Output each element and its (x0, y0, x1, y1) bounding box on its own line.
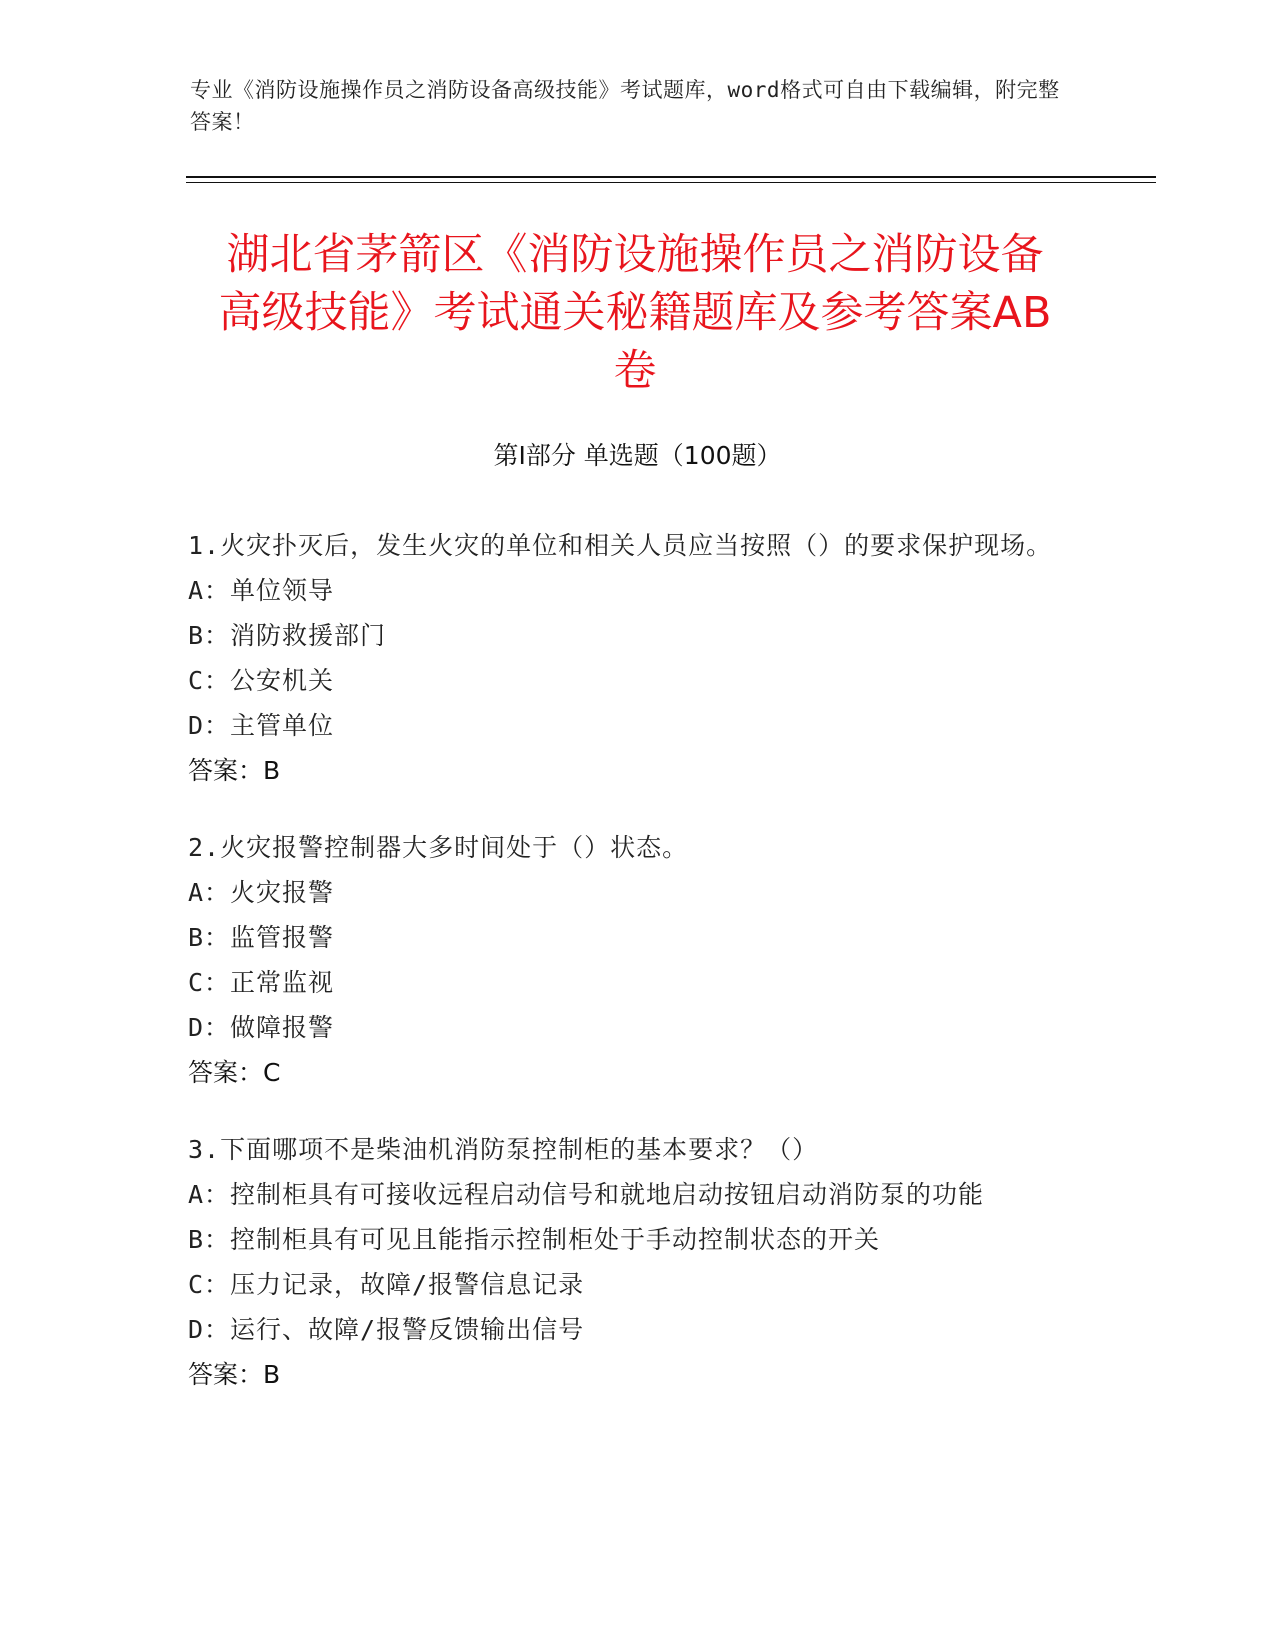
option-c: C：正常监视 (188, 968, 335, 997)
option-a: A：控制柜具有可接收远程启动信号和就地启动按钮启动消防泵的功能 (188, 1180, 985, 1209)
option-c: C：公安机关 (188, 666, 335, 695)
section-title: 第I部分 单选题（100题） (493, 441, 782, 470)
option-a: A：火灾报警 (188, 878, 335, 907)
question-list (188, 523, 1088, 1429)
option-d: D：做障报警 (188, 1013, 335, 1042)
answer-text: 答案：B (188, 756, 281, 785)
option-c: C：压力记录，故障/报警信息记录 (188, 1270, 585, 1299)
option-b: B：控制柜具有可见且能指示控制柜处于手动控制状态的开关 (188, 1225, 881, 1254)
option-d: D：主管单位 (188, 711, 335, 740)
title-line: 卷 (613, 346, 657, 396)
document-title (170, 226, 1100, 400)
header-divider-thin (186, 182, 1156, 183)
option-a: A：单位领导 (188, 576, 335, 605)
download-notice: 专业《消防设施操作员之消防设备高级技能》考试题库，word格式可自由下载编辑，附完整答案！ (190, 78, 1060, 134)
option-b: B：消防救援部门 (188, 621, 387, 650)
question-item (188, 1127, 1088, 1397)
option-d: D：运行、故障/报警反馈输出信号 (188, 1315, 585, 1344)
question-item (188, 523, 1088, 793)
answer-text: 答案：C (188, 1058, 281, 1087)
title-line: 湖北省茅箭区《消防设施操作员之消防设备 (226, 230, 1044, 280)
title-line: 高级技能》考试通关秘籍题库及参考答案AB (218, 288, 1052, 338)
question-stem: 2.火灾报警控制器大多时间处于（）状态。 (188, 833, 689, 862)
option-b: B：监管报警 (188, 923, 335, 952)
question-stem: 1.火灾扑灭后，发生火灾的单位和相关人员应当按照（）的要求保护现场。 (188, 531, 1053, 560)
question-stem: 3.下面哪项不是柴油机消防泵控制柜的基本要求？（） (188, 1135, 819, 1164)
header-divider-thick (186, 176, 1156, 178)
answer-text: 答案：B (188, 1360, 281, 1389)
question-item (188, 825, 1088, 1095)
